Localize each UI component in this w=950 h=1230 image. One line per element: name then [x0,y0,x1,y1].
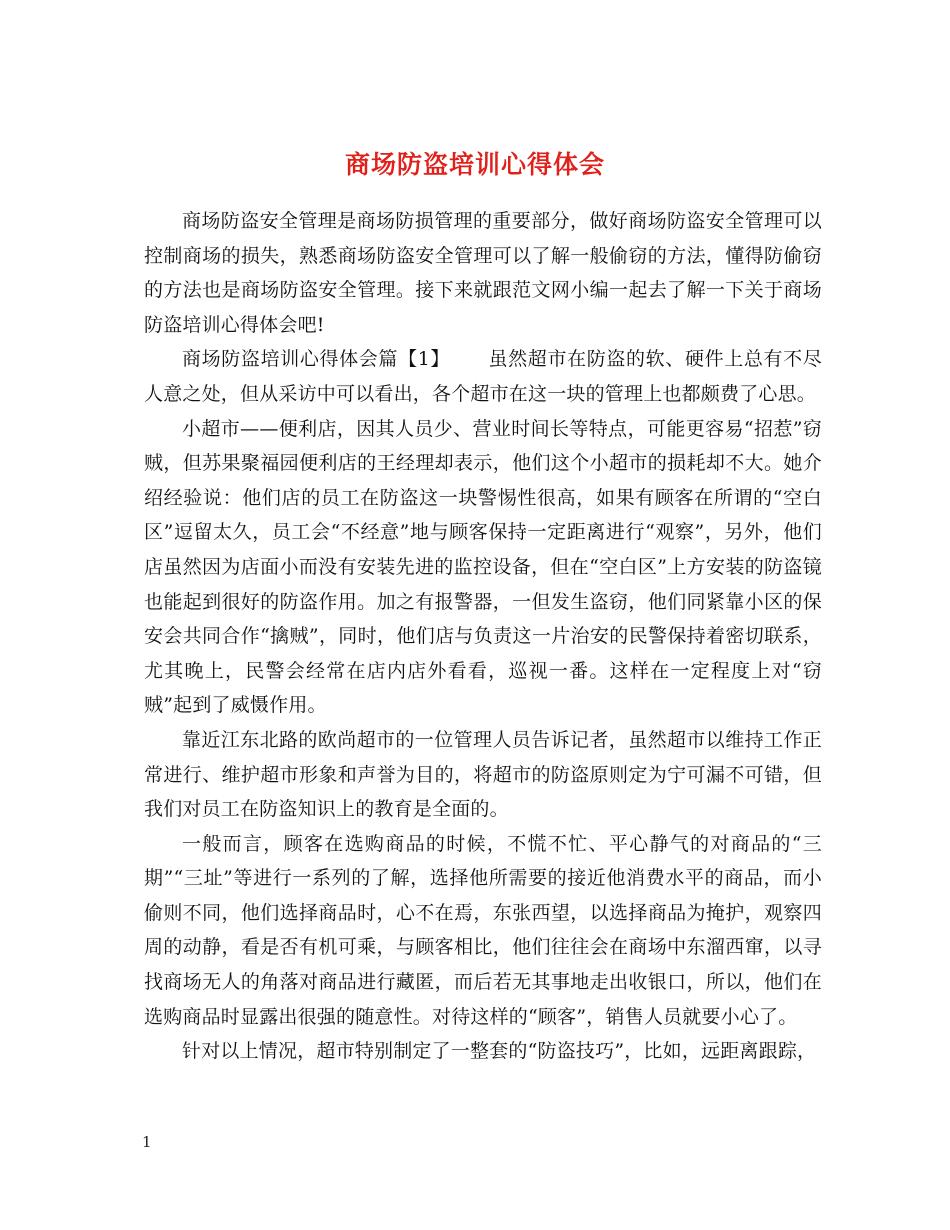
section-heading: 商场防盗培训心得体会篇【1】 [182,348,451,371]
paragraph-auchan: 靠近江东北路的欧尚超市的一位管理人员告诉记者，虽然超市以维持工作正常进行、维护超市形象和声誉为目的，将超市的防盗原则定为宁可漏不可错，但我们对员工在防盗知识上的教育是全面的。 [144,728,822,821]
document-body [144,204,822,1069]
document-title: 商场防盗培训心得体会 [344,149,605,179]
page-number: 1 [142,1133,152,1151]
paragraph-intro: 商场防盗安全管理是商场防损管理的重要部分，做好商场防盗安全管理可以控制商场的损失，熟悉商场防盗安全管理可以了解一般偷窃的方法，懂得防偷窃的方法也是商场防盗安全管理。接下来就跟范文网小编一起去了解一下关于商场防盗培训心得体会吧! [144,210,822,336]
paragraph-customer-behavior: 一般而言，顾客在选购商品的时候，不慌不忙、平心静气的对商品的“三期”“三址”等进行一系列的了解，选择他所需要的接近他消费水平的商品，而小偷则不同，他们选择商品时，心不在焉，东张西望，以选择商品为掩护，观察四周的动静，看是否有机可乘，与顾客相比，他们往往会在商场中东溜西窜，以寻找商场无人的角落对商品进行藏匿，而后若无其事地走出收银口，所以，他们在选购商品时显露出很强的随意性。对待这样的“顾客”，销售人员就要小心了。 [144,832,822,1028]
paragraph-section-1 [144,342,822,411]
paragraph-convenience-store: 小超市——便利店，因其人员少、营业时间长等特点，可能更容易“招惹”窃贼，但苏果聚福园便利店的王经理却表示，他们这个小超市的损耗却不大。她介绍经验说：他们店的员工在防盗这一块警惕性很高，如果有顾客在所谓的“空白区”逗留太久，员工会“不经意”地与顾客保持一定距离进行“观察”，另外，他们店虽然因为店面小而没有安装先进的监控设备，但在“空白区”上方安装的防盗镜也能起到很好的防盗作用。加之有报警器，一但发生盗窃，他们同紧靠小区的保安会共同合作“擒贼”，同时，他们店与负责这一片治安的民警保持着密切联系，尤其晚上，民警会经常在店内店外看看，巡视一番。这样在一定程度上对“窃贼”起到了威慑作用。 [144,417,823,717]
paragraph-section-1-text: 虽然超市在防盗的软、硬件上总有不尽人意之处，但从采访中可以看出，各个超市在这一块的管理上也都颇费了心思。 [144,348,822,405]
paragraph-techniques: 针对以上情况，超市特别制定了一整套的“防盗技巧”，比如，远距离跟踪， [182,1040,817,1063]
